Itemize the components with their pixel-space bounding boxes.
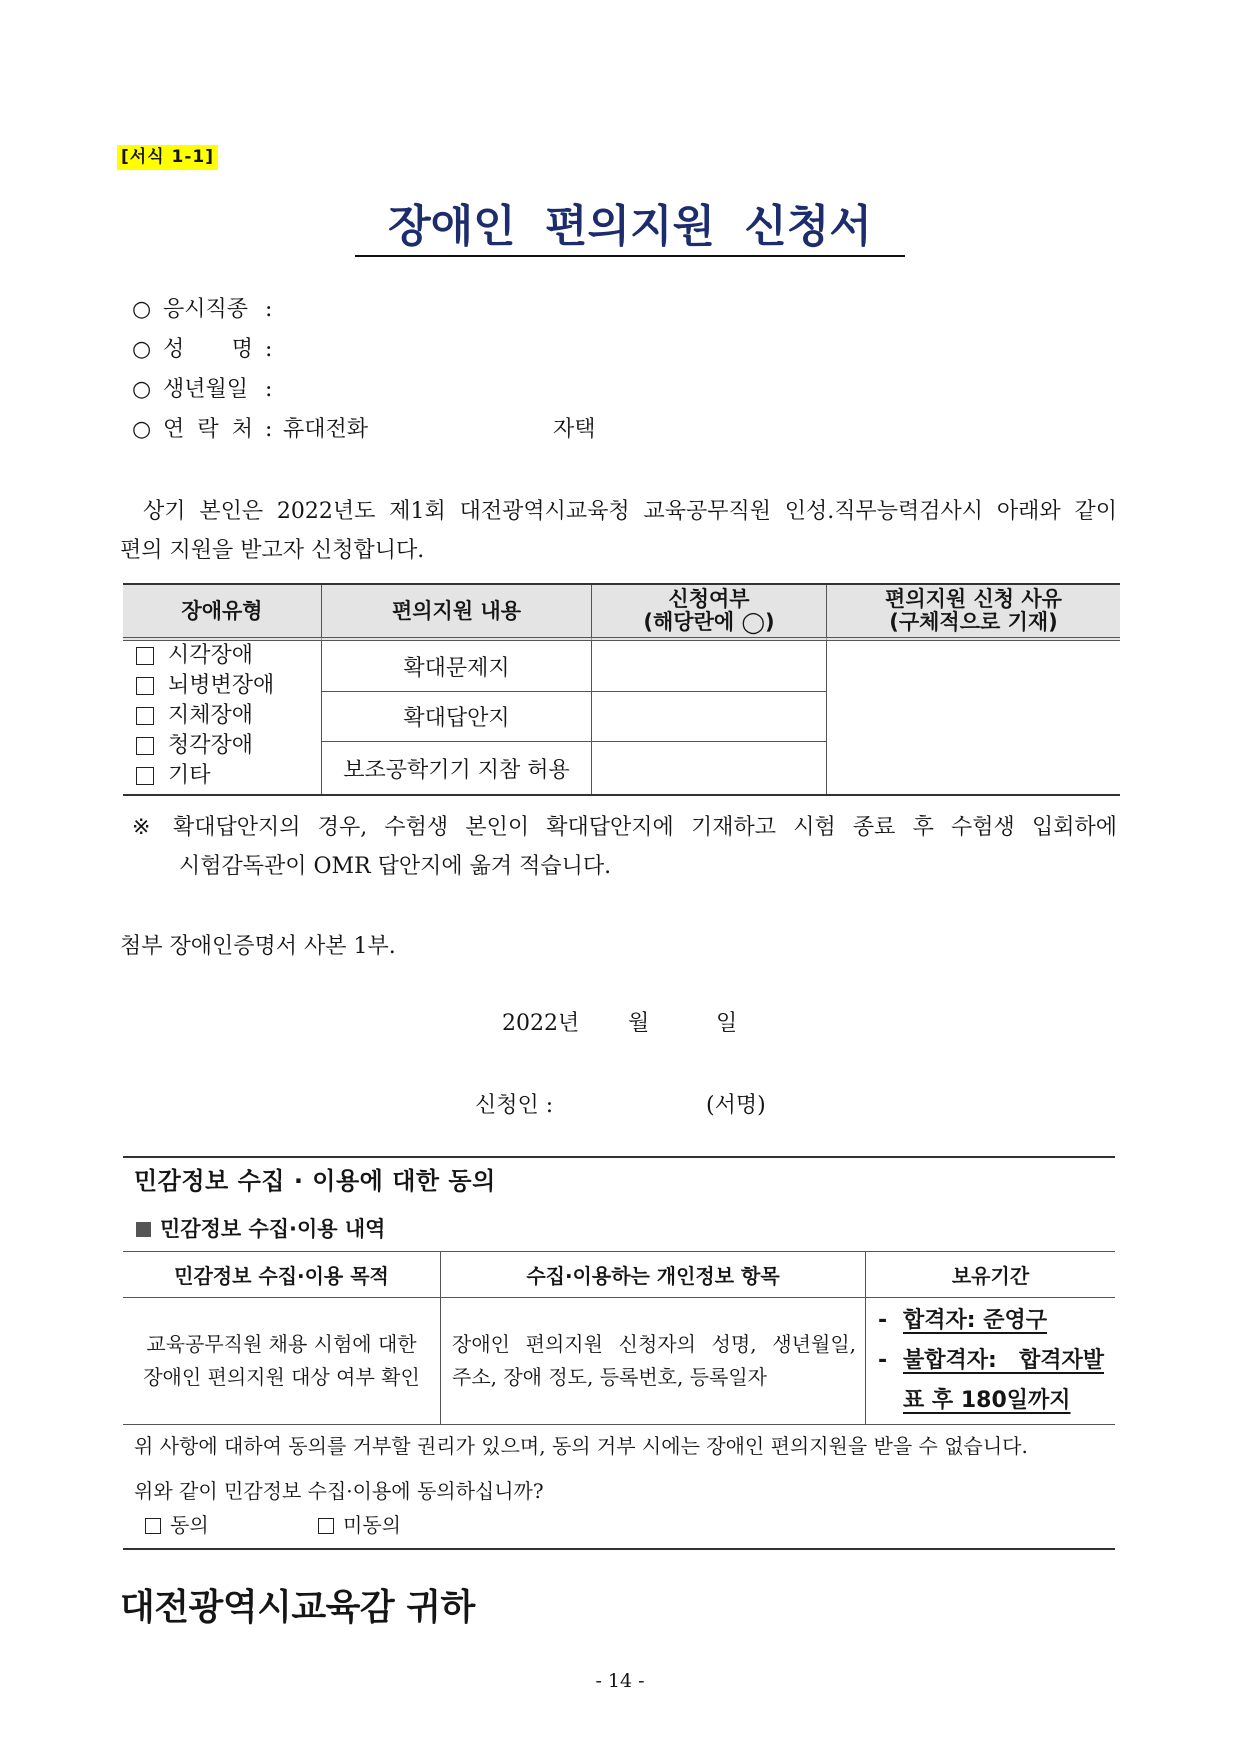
request-mark-cell[interactable] — [592, 742, 827, 794]
checkbox-icon[interactable] — [145, 1518, 161, 1534]
consent-subtitle — [136, 1216, 385, 1242]
disability-type-cell — [123, 641, 322, 794]
disability-option-label: 지체장애 — [168, 703, 254, 728]
title-block — [355, 198, 905, 257]
square-bullet-icon — [136, 1222, 151, 1237]
table-header-request — [592, 585, 827, 641]
applicant-row-exam-job — [132, 290, 832, 330]
consent-section — [123, 1156, 1115, 1550]
field-label-birthdate: 생년월일 — [163, 377, 249, 402]
request-reason-cell[interactable] — [827, 641, 1120, 794]
retention-dash: - — [878, 1308, 888, 1333]
header-title: 신청여부 — [668, 587, 750, 611]
consent-title: 민감정보 수집 · 이용에 대한 동의 — [134, 1167, 496, 1195]
circle-bullet: ○ — [132, 337, 152, 362]
checkbox-icon[interactable] — [136, 767, 154, 785]
page-number: - 14 - — [595, 1670, 645, 1692]
circle-bullet: ○ — [132, 377, 152, 402]
consent-question: 위와 같이 민감정보 수집·이용에 동의하십니까? — [134, 1479, 544, 1503]
table-header-support-content — [322, 585, 592, 641]
date-month: 월 — [628, 1011, 650, 1036]
field-label-exam-job: 응시직종 — [163, 297, 249, 322]
note-line: 시험감독관이 OMR 답안지에 옮겨 적습니다. — [179, 854, 612, 879]
date-year: 2022년 — [502, 1011, 580, 1036]
header-title: 편의지원 신청 사유 — [885, 587, 1062, 611]
retention-text: 불합격자: 합격자발 — [903, 1348, 1104, 1373]
checkbox-icon[interactable] — [136, 677, 154, 695]
consent-option-agree — [145, 1510, 209, 1540]
retention-line — [878, 1301, 1104, 1341]
checkbox-icon[interactable] — [136, 647, 154, 665]
consent-details-table — [123, 1251, 1115, 1425]
disability-option-label: 기타 — [168, 763, 211, 788]
intro-line: 상기 본인은 2022년도 제1회 대전광역시교육청 교육공무직원 인성.직무능력검사시 아래와 같이 — [143, 499, 1117, 524]
applicant-info — [132, 290, 832, 450]
items-line: 주소, 장애 정도, 등록번호, 등록일자 — [452, 1365, 767, 1389]
disability-option-label: 시각장애 — [168, 643, 254, 668]
field-colon: : — [265, 337, 273, 362]
applicant-row-name — [132, 330, 832, 370]
form-number-label: [서식 1-1] — [117, 145, 218, 170]
checkbox-icon[interactable] — [318, 1518, 334, 1534]
items-line: 장애인 편의지원 신청자의 성명, 생년월일, — [452, 1332, 856, 1356]
table-header-disability-type — [123, 585, 322, 641]
intro-paragraph — [120, 492, 1117, 570]
header-title: 편의지원 내용 — [391, 598, 522, 623]
request-mark-cell[interactable] — [592, 692, 827, 742]
retention-line — [878, 1381, 1104, 1421]
header-title: 장애유형 — [181, 598, 263, 623]
header-note: (구체적으로 기재) — [889, 610, 1058, 634]
disability-option — [136, 641, 321, 671]
disability-option — [136, 761, 321, 791]
consent-option-disagree — [318, 1510, 401, 1540]
page-title: 장애인 편의지원 신청서 — [388, 201, 872, 252]
consent-purpose-cell — [123, 1298, 441, 1424]
signature-mark: (서명) — [706, 1093, 766, 1118]
disability-option — [136, 671, 321, 701]
consent-header-retention: 보유기간 — [866, 1252, 1115, 1298]
applicant-row-contact — [132, 410, 832, 450]
consent-retention-cell — [866, 1298, 1115, 1424]
field-colon: : — [265, 297, 273, 322]
consent-option-label: 동의 — [170, 1513, 209, 1537]
consent-header-purpose: 민감정보 수집·이용 목적 — [123, 1252, 441, 1298]
intro-line: 편의 지원을 받고자 신청합니다. — [120, 538, 425, 563]
disability-option-label: 청각장애 — [168, 733, 254, 758]
answer-sheet-note — [132, 808, 1117, 888]
retention-text: 표 후 180일까지 — [903, 1388, 1071, 1413]
retention-text: 합격자: 준영구 — [903, 1308, 1047, 1333]
purpose-line: 장애인 편의지원 대상 여부 확인 — [143, 1365, 420, 1389]
disability-option — [136, 701, 321, 731]
date-day: 일 — [716, 1011, 738, 1036]
field-label-contact: 연 락 처 — [163, 417, 253, 442]
checkbox-icon[interactable] — [136, 737, 154, 755]
circle-bullet: ○ — [132, 297, 152, 322]
request-mark-cell[interactable] — [592, 641, 827, 692]
support-item-cell: 확대문제지 — [322, 641, 592, 692]
circle-bullet: ○ — [132, 417, 152, 442]
consent-items-cell — [441, 1298, 866, 1424]
disability-option — [136, 731, 321, 761]
support-item-cell: 확대답안지 — [322, 692, 592, 742]
attachment-line: 첨부 장애인증명서 사본 1부. — [120, 934, 396, 959]
table-header-reason — [827, 585, 1120, 641]
retention-dash: - — [878, 1348, 888, 1373]
disability-option-label: 뇌병변장애 — [168, 673, 275, 698]
consent-subtitle-text: 민감정보 수집·이용 내역 — [160, 1217, 386, 1241]
checkbox-icon[interactable] — [136, 707, 154, 725]
field-colon: : — [265, 417, 273, 442]
field-colon: : — [265, 377, 273, 402]
consent-refusal-notice: 위 사항에 대하여 동의를 거부할 권리가 있으며, 동의 거부 시에는 장애인 편의지원을 받을 수 없습니다. — [134, 1434, 1028, 1458]
consent-option-label: 미동의 — [343, 1513, 401, 1537]
applicant-signature-label: 신청인 : — [475, 1093, 554, 1118]
contact-home-label: 자택 — [553, 417, 596, 442]
support-item-cell: 보조공학기기 지참 허용 — [322, 742, 592, 794]
note-line: 확대답안지의 경우, 수험생 본인이 확대답안지에 기재하고 시험 종료 후 수험생 입회하에 — [173, 815, 1117, 840]
header-note: (해당란에 ◯) — [643, 610, 775, 634]
applicant-row-birthdate — [132, 370, 832, 410]
support-request-table — [123, 583, 1120, 796]
contact-mobile-label: 휴대전화 — [283, 417, 369, 442]
field-label-name: 성 명 — [163, 337, 253, 362]
purpose-line: 교육공무직원 채용 시험에 대한 — [146, 1332, 417, 1356]
retention-line — [878, 1341, 1104, 1381]
addressee: 대전광역시교육감 귀하 — [120, 1587, 475, 1628]
consent-header-items: 수집·이용하는 개인정보 항목 — [441, 1252, 866, 1298]
reference-mark: ※ — [132, 815, 151, 840]
